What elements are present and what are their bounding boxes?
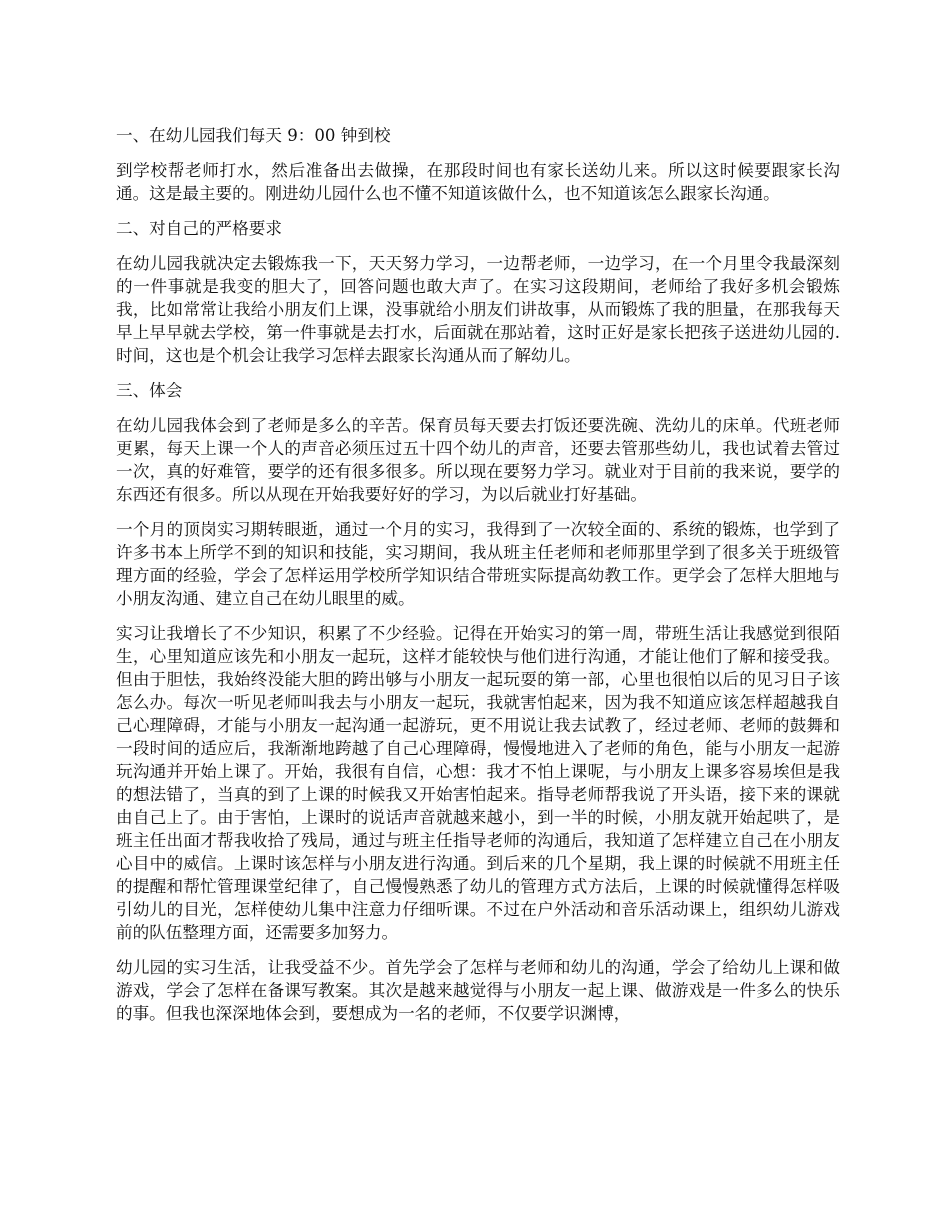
paragraph-4: 一个月的顶岗实习期转眼逝，通过一个月的实习，我得到了一次较全面的、系统的锻炼，也学到了许多书本上所学不到的知识和技能，实习期间，我从班主任老师和老师那里学到了很多关于班级管理方面的经验，学会了怎样运用学校所学知识结合带班实际提高幼教工作。更学会了怎样大胆地与小朋友沟通、建立自己在幼儿眼里的威。 xyxy=(116,520,840,608)
paragraph-2: 在幼儿园我就决定去锻炼我一下，天天努力学习，一边帮老师，一边学习，在一个月里令我最深刻的一件事就是我变的胆大了，回答问题也敢大声了。在实习这段期间，老师给了我好多机会锻炼我，比如常常让我给小朋友们上课，没事就给小朋友们讲故事，从而锻炼了我的胆量，在那我每天早上早早就去学校，第一件事就是去打水，后面就在那站着，这时正好是家长把孩子送进幼儿园的.时间，这也是个机会让我学习怎样去跟家长沟通从而了解幼儿。 xyxy=(116,254,840,365)
document-body xyxy=(116,124,840,1037)
section-heading-3: 三、体会 xyxy=(116,381,183,400)
paragraph-1: 到学校帮老师打水，然后准备出去做操，在那段时间也有家长送幼儿来。所以这时候要跟家长沟通。这是最主要的。刚进幼儿园什么也不懂不知道该做什么，也不知道该怎么跟家长沟通。 xyxy=(116,161,840,203)
paragraph-5: 实习让我增长了不少知识，积累了不少经验。记得在开始实习的第一周，带班生活让我感觉到很陌生，心里知道应该先和小朋友一起玩，这样才能较快与他们进行沟通，才能让他们了解和接受我。但由于胆怯，我始终没能大胆的跨出够与小朋友一起玩耍的第一部，心里也很怕以后的见习日子该怎么办。每次一听见老师叫我去与小朋友一起玩，我就害怕起来，因为我不知道应该怎样超越我自己心理障碍，才能与小朋友一起沟通一起游玩，更不用说让我去试教了，经过老师、老师的鼓舞和一段时间的适应后，我渐渐地跨越了自己心理障碍，慢慢地进入了老师的角色，能与小朋友一起游玩沟通并开始上课了。开始，我很有自信，心想：我才不怕上课呢，与小朋友上课多容易埃但是我的想法错了，当真的到了上课的时候我又开始害怕起来。指导老师帮我说了开头语，接下来的课就由自己上了。由于害怕，上课时的说话声音就越来越小，到一半的时候，小朋友就开始起哄了，是班主任出面才帮我收拾了残局，通过与班主任指导老师的沟通后，我知道了怎样建立自己在小朋友心目中的威信。上课时该怎样与小朋友进行沟通。到后来的几个星期，我上课的时候就不用班主任的提醒和帮忙管理课堂纪律了，自己慢慢熟悉了幼儿的管理方式方法后，上课的时候就懂得怎样吸引幼儿的目光，怎样使幼儿集中注意力仔细听课。不过在户外活动和音乐活动课上，组织幼儿游戏前的队伍整理方面，还需要多加努力。 xyxy=(116,624,840,942)
paragraph-3: 在幼儿园我体会到了老师是多么的辛苦。保育员每天要去打饭还要洗碗、洗幼儿的床单。代班老师更累，每天上课一个人的声音必须压过五十四个幼儿的声音，还要去管那些幼儿，我也试着去管过一次，真的好难管，要学的还有很多很多。所以现在要努力学习。就业对于目前的我来说，要学的东西还有很多。所以从现在开始我要好好的学习，为以后就业打好基础。 xyxy=(116,416,840,504)
paragraph-6: 幼儿园的实习生活，让我受益不少。首先学会了怎样与老师和幼儿的沟通，学会了给幼儿上课和做游戏，学会了怎样在备课写教案。其次是越来越觉得与小朋友一起上课、做游戏是一件多么的快乐的事。但我也深深地体会到，要想成为一名的老师，不仅要学识渊博， xyxy=(116,958,840,1023)
section-heading-1: 一、在幼儿园我们每天 9：00 钟到校 xyxy=(116,126,391,145)
section-heading-2: 二、对自己的严格要求 xyxy=(116,219,282,238)
